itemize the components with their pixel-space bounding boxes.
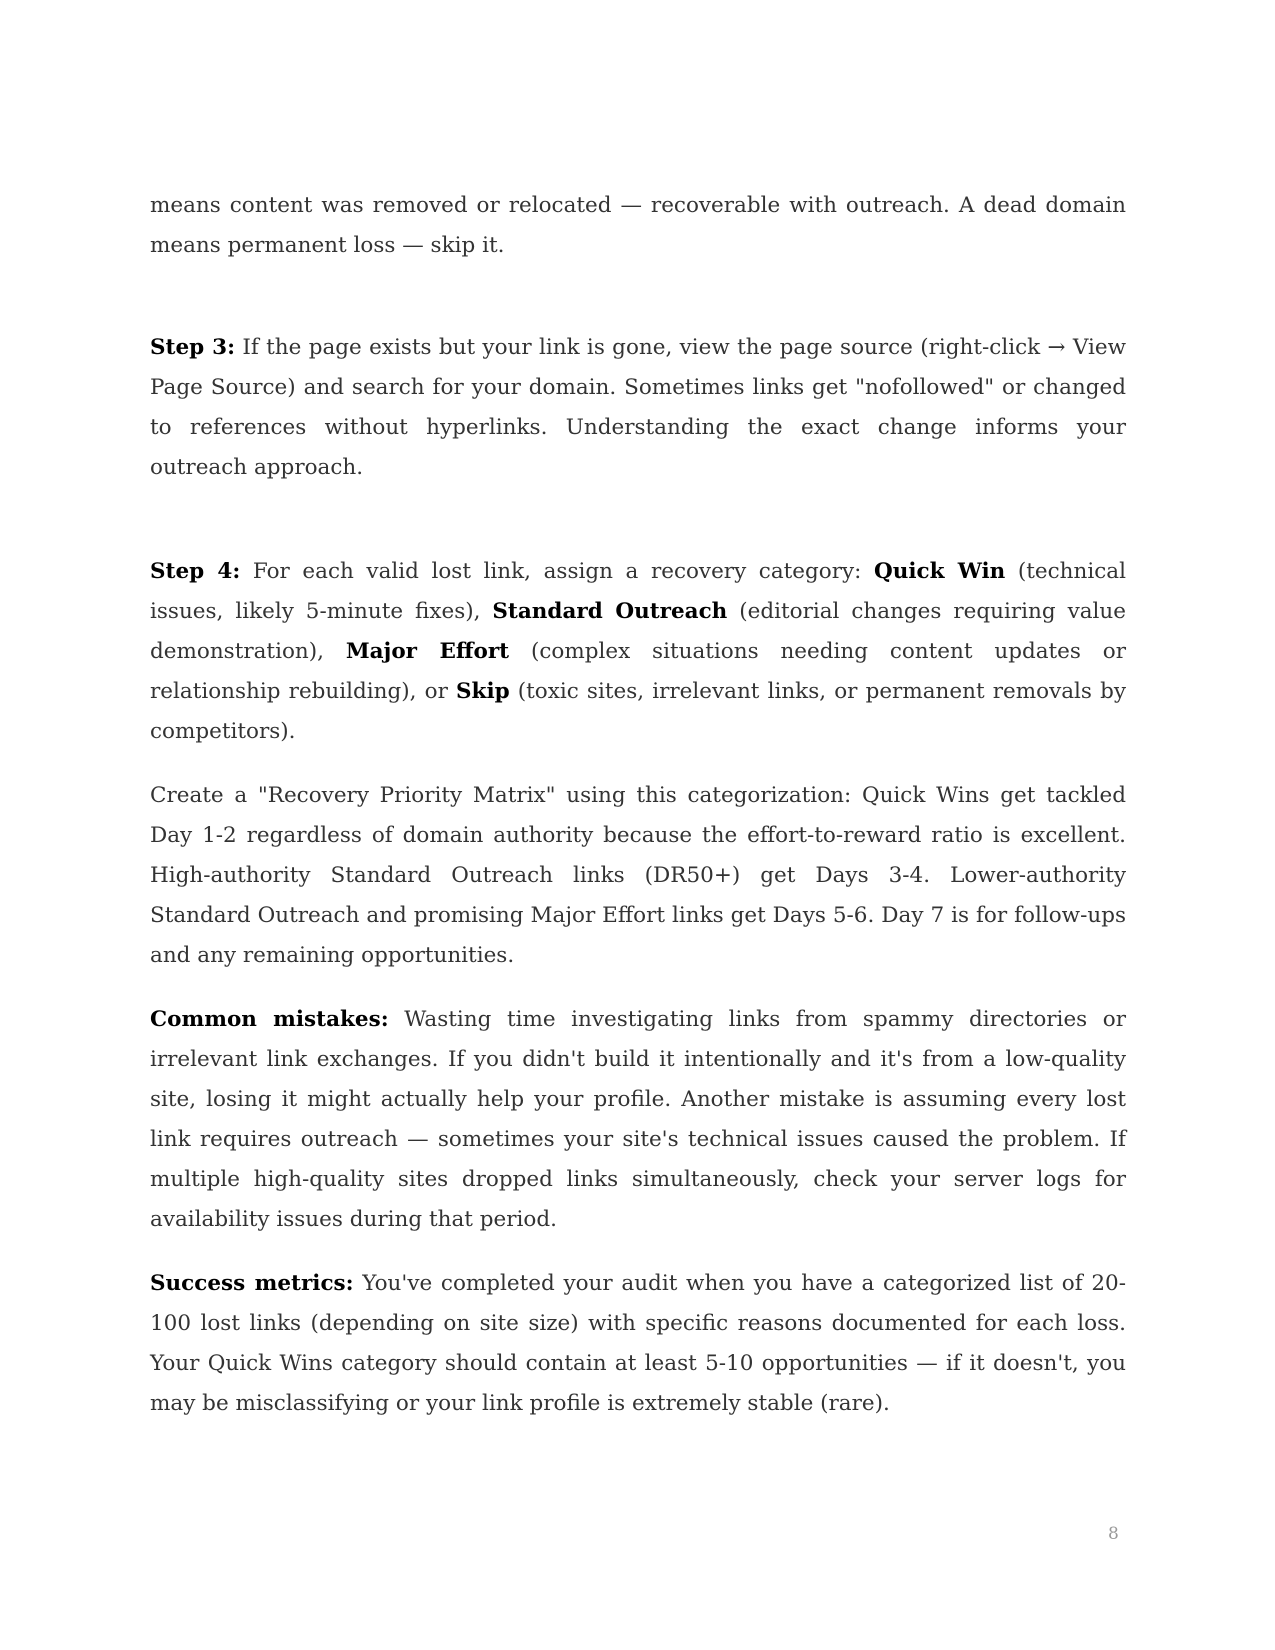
page-number: 8 [1108, 1524, 1119, 1544]
paragraph-common-mistakes [150, 1000, 1126, 1240]
paragraph-priority-matrix [150, 776, 1126, 976]
step-4-text-3: (editorial changes requiring value demonstration), [150, 599, 1126, 664]
common-mistakes-text: Wasting time investigating links from spammy directories or irrelevant link exchanges. If you didn't build it intentionally and it's from a low-quality site, losing it might actually help your profile. Another mistake is assuming every lost link requires outreach — sometimes your site's technical issues caused the problem. If multiple high-quality sites dropped links simultaneously, check your server logs for availability issues during that period. [150, 1007, 1126, 1232]
step-4-text-5: (toxic sites, irrelevant links, or permanent removals by competitors). [150, 679, 1126, 744]
paragraph-step-4 [150, 552, 1126, 752]
category-standard-outreach: Standard Outreach [492, 599, 728, 624]
document-page [150, 186, 1126, 1424]
success-metrics-label: Success metrics: [150, 1271, 354, 1296]
step-4-text-4: (complex situations needing content updates or relationship rebuilding), or [150, 639, 1126, 704]
paragraph-success-metrics [150, 1264, 1126, 1424]
step-3-text: If the page exists but your link is gone, view the page source (right-click → View Page Source) and search for your domain. Sometimes links get "nofollowed" or changed to references without hyperlinks. Understanding the exact change informs your outreach approach. [150, 335, 1126, 480]
category-quick-win: Quick Win [873, 559, 1006, 584]
category-major-effort: Major Effort [345, 639, 510, 664]
step-4-label: Step 4: [150, 559, 241, 584]
paragraph-step-3 [150, 328, 1126, 488]
step-3-label: Step 3: [150, 335, 236, 360]
success-metrics-text: You've completed your audit when you have a categorized list of 20-100 lost links (depending on site size) with specific reasons documented for each loss. Your Quick Wins category should contain at least 5-10 opportunities — if it doesn't, you may be misclassifying or your link profile is extremely stable (rare). [150, 1271, 1126, 1416]
common-mistakes-label: Common mistakes: [150, 1007, 389, 1032]
matrix-text: Create a "Recovery Priority Matrix" using this categorization: Quick Wins get tackled Day 1-2 regardless of domain authority because the effort-to-reward ratio is excellent. High-authority Standard Outreach links (DR50+) get Days 3-4. Lower-authority Standard Outreach and promising Major Effort links get Days 5-6. Day 7 is for follow-ups and any remaining opportunities. [150, 783, 1126, 968]
paragraph-intro [150, 186, 1126, 266]
category-skip: Skip [456, 679, 510, 704]
step-4-text-2: (technical issues, likely 5-minute fixes), [150, 559, 1126, 624]
intro-text: means content was removed or relocated — recoverable with outreach. A dead domain means permanent loss — skip it. [150, 193, 1126, 258]
step-4-text-1: For each valid lost link, assign a recovery category: [240, 559, 874, 584]
